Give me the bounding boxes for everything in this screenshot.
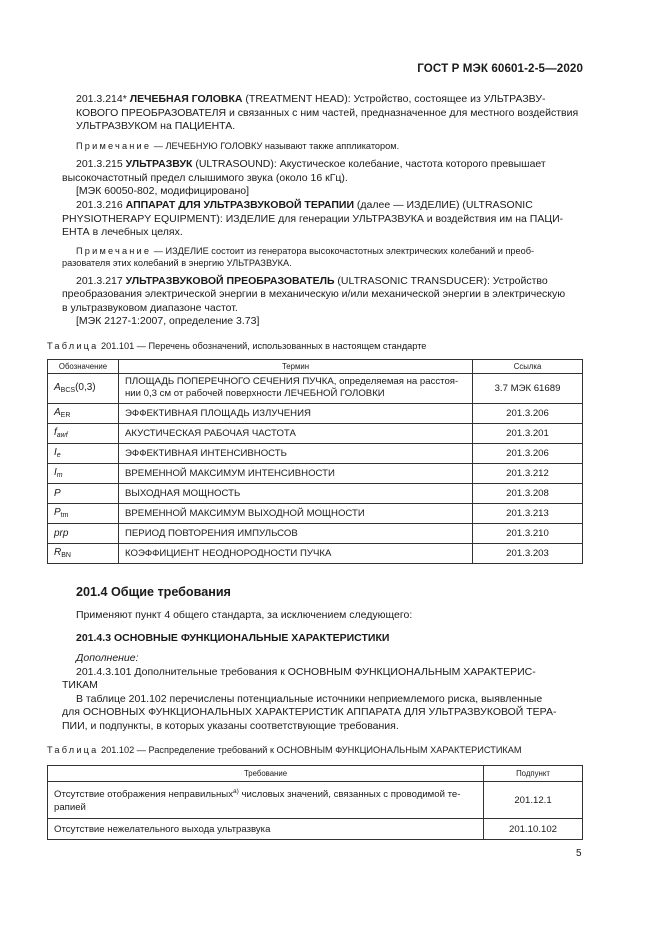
- symbol-cell: $f_{awf}$: [48, 423, 119, 443]
- term-cell: АКУСТИЧЕСКАЯ РАБОЧАЯ ЧАСТОТА: [119, 423, 473, 443]
- column-header-term: Термин: [119, 360, 473, 374]
- term-cell: ВЫХОДНАЯ МОЩНОСТЬ: [119, 483, 473, 503]
- symbol-cell: $I_m$: [48, 463, 119, 483]
- reference-cell: 201.3.201: [473, 423, 583, 443]
- reference-cell: 3.7 МЭК 61689: [473, 374, 583, 404]
- table-reference-paragraph: В таблице 201.102 перечислены потенциальные источники неприемлемого риска, выявленные для ОСНОВНЫХ ФУНКЦИОНАЛЬНЫХ ХАРАКТЕРИСТИК АППАРАТА ДЛЯ УЛЬТРАЗВУКОВОЙ ТЕРА- ПИИ, и подпункты, в которых указаны соответствующие требования.: [62, 692, 557, 732]
- section-heading-201-4-3: 201.4.3 ОСНОВНЫЕ ФУНКЦИОНАЛЬНЫЕ ХАРАКТЕРИСТИКИ: [76, 632, 390, 644]
- reference-cell: 201.3.212: [473, 463, 583, 483]
- reference-cell: 201.3.210: [473, 523, 583, 543]
- table-row: [48, 443, 583, 463]
- reference-cell: 201.3.206: [473, 443, 583, 463]
- symbol-cell: P: [48, 483, 119, 503]
- note-equipment: Примечание — ИЗДЕЛИЕ состоит из генератора высокочастотных электрических колебаний и преоб- разователя этих колебаний в энергию УЛЬТРАЗВУКА.: [62, 245, 535, 269]
- subclause-cell: 201.10.102: [484, 819, 583, 840]
- term-cell: ПЕРИОД ПОВТОРЕНИЯ ИМПУЛЬСОВ: [119, 523, 473, 543]
- section-body: [62, 652, 584, 734]
- column-header-symbol: Обозначение: [48, 360, 119, 374]
- symbol-cell: $R_{BN}$: [48, 543, 119, 563]
- term-cell: ЭФФЕКТИВНАЯ ИНТЕНСИВНОСТЬ: [119, 443, 473, 463]
- symbol-cell: $I_e$: [48, 443, 119, 463]
- table-row: [48, 403, 583, 423]
- table-row: [48, 523, 583, 543]
- table-row: [48, 503, 583, 523]
- page-number: 5: [576, 848, 582, 859]
- table-row: [48, 782, 583, 819]
- document-header: ГОСТ Р МЭК 60601-2-5—2020: [417, 62, 583, 75]
- table-201-102: [47, 765, 583, 840]
- addition-label: Дополнение:: [76, 652, 139, 664]
- symbol-cell: $P_{tm}$: [48, 503, 119, 523]
- table-201-101: [47, 359, 583, 564]
- symbol-cell: prp: [48, 523, 119, 543]
- table-201-102-caption: Таблица 201.102 — Распределение требований к ОСНОВНЫМ ФУНКЦИОНАЛЬНЫМ ХАРАКТЕРИСТИКАМ: [47, 745, 522, 755]
- term-cell: ВРЕМЕННОЙ МАКСИМУМ ИНТЕНСИВНОСТИ: [119, 463, 473, 483]
- term-cell: ЭФФЕКТИВНАЯ ПЛОЩАДЬ ИЗЛУЧЕНИЯ: [119, 403, 473, 423]
- reference-cell: 201.3.206: [473, 403, 583, 423]
- section-paragraph-1: Применяют пункт 4 общего стандарта, за исключением следующего:: [76, 609, 413, 621]
- definition-201-3-215: 201.3.215 УЛЬТРАЗВУК (ULTRASOUND): Акустическое колебание, частота которого превышает высокочастотный предел слышимого звука (около 16 кГц). [МЭК 60050-802, модифицировано]: [62, 158, 546, 198]
- table-row: [48, 483, 583, 503]
- table-row: [48, 819, 583, 840]
- term-cell: ПЛОЩАДЬ ПОПЕРЕЧНОГО СЕЧЕНИЯ ПУЧКА, определяемая на расстоя- нии 0,3 см от рабочей поверхности ЛЕЧЕБНОЙ ГОЛОВКИ: [119, 374, 473, 404]
- table-row: [48, 423, 583, 443]
- term-cell: КОЭФФИЦИЕНТ НЕОДНОРОДНОСТИ ПУЧКА: [119, 543, 473, 563]
- definitions-block: [62, 93, 584, 329]
- term-cell: ВРЕМЕННОЙ МАКСИМУМ ВЫХОДНОЙ МОЩНОСТИ: [119, 503, 473, 523]
- note-treatment-head: Примечание — ЛЕЧЕБНУЮ ГОЛОВКУ называют также аппликатором.: [76, 140, 400, 151]
- column-header-subclause: Подпункт: [484, 766, 583, 782]
- definition-201-3-217: 201.3.217 УЛЬТРАЗВУКОВОЙ ПРЕОБРАЗОВАТЕЛЬ (ULTRASONIC TRANSDUCER): Устройство преобразования электрической энергии в механическую и/или механической энергии в электрическую в ультразвуковом диапазоне частот. [МЭК 2127-1:2007, определение 3.73]: [62, 274, 566, 328]
- subclause-cell: 201.12.1: [484, 782, 583, 819]
- table-row: [48, 374, 583, 404]
- definition-201-3-214: 201.3.214* ЛЕЧЕБНАЯ ГОЛОВКА (TREATMENT HEAD): Устройство, состоящее из УЛЬТРАЗВУ- КОВОГО ПРЕОБРАЗОВАТЕЛЯ и связанных с ним частей, предназначенное для местного воздействия УЛЬТРАЗВУКОМ на ПАЦИЕНТА.: [76, 93, 579, 133]
- column-header-requirement: Требование: [48, 766, 484, 782]
- definition-201-3-216: 201.3.216 АППАРАТ ДЛЯ УЛЬТРАЗВУКОВОЙ ТЕРАПИИ (далее — ИЗДЕЛИЕ) (ULTRASONIC PHYSIOTHERAPY EQUIPMENT): ИЗДЕЛИЕ для генерации УЛЬТРАЗВУКА и воздействия им на ПАЦИ- ЕНТА в лечебных целях.: [62, 198, 564, 239]
- column-header-reference: Ссылка: [473, 360, 583, 374]
- table-201-101-caption: Таблица 201.101 — Перечень обозначений, использованных в настоящем стандарте: [47, 341, 427, 351]
- requirement-cell: Отсутствие нежелательного выхода ультразвука: [48, 819, 484, 840]
- symbol-cell: $A_{BCS}(0,3)$: [48, 374, 119, 404]
- table-row: [48, 543, 583, 563]
- table-row: [48, 463, 583, 483]
- section-heading-201-4: 201.4 Общие требования: [76, 585, 231, 599]
- reference-cell: 201.3.213: [473, 503, 583, 523]
- clause-201-4-3-101: 201.4.3.101 Дополнительные требования к ОСНОВНЫМ ФУНКЦИОНАЛЬНЫМ ХАРАКТЕРИС- ТИКАМ: [62, 665, 536, 692]
- table-header-row: [48, 766, 583, 782]
- reference-cell: 201.3.208: [473, 483, 583, 503]
- requirement-cell: Отсутствие отображения неправильных$^{а)}$ числовых значений, связанных с проводимой те- рапией: [48, 782, 484, 819]
- symbol-cell: $A_{ER}$: [48, 403, 119, 423]
- reference-cell: 201.3.203: [473, 543, 583, 563]
- table-header-row: [48, 360, 583, 374]
